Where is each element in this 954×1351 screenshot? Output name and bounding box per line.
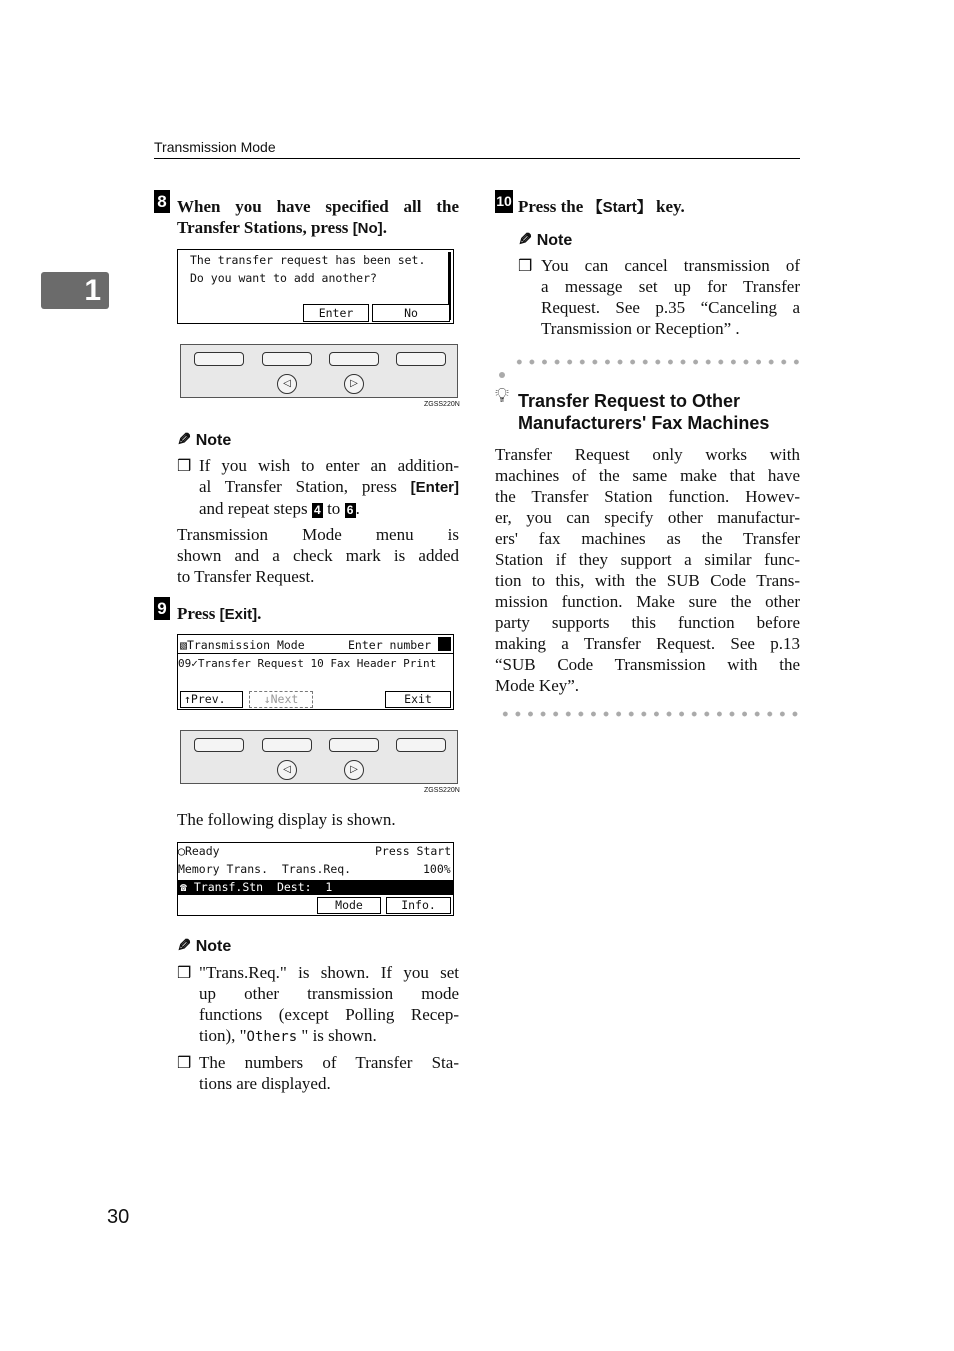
lcd2-title-text: Transmission Mode [186,638,305,652]
selection-key-3[interactable] [329,738,379,752]
tip-title [518,390,769,434]
step-9-title [177,603,261,625]
step-8-line2 [177,217,459,239]
lcd3-highlight-row [178,880,453,895]
selection-key-1[interactable] [194,352,244,366]
tip-line: Mode Key”. [495,676,580,695]
note-2-b1-line4 [199,1025,459,1048]
step-8-line1: When you have specified all the [177,197,459,216]
step-10-text: Press the [518,197,588,216]
note-2-b2-line2: tions are displayed. [199,1074,331,1093]
lcd2-menu-line: 09✓Transfer Request 10 Fax Header Print [178,657,437,670]
selection-key-3[interactable] [329,352,379,366]
note-2-label: Note [195,938,232,955]
step-9-end: . [257,604,262,623]
tip-line: making a Transfer Request. See p.13 [495,634,800,653]
note-1-line3-text: and repeat steps [199,499,312,518]
lcd3-transfer-line [180,880,332,894]
checkbox-bullet-icon: ❒ [177,965,192,982]
note-3-text [541,255,800,339]
checkbox-bullet-icon: ❒ [177,458,192,475]
exit-key-ref: [Exit] [219,606,258,623]
tip-title-line1: Transfer Request to Other [518,391,741,411]
step-10-end: key. [651,197,685,216]
tip-body [495,444,800,696]
tip-line: the Transfer Station function. Howev- [495,487,800,506]
control-panel-1 [180,344,458,398]
note-3-heading [518,230,572,250]
note-3-line4: Transmission or Reception” . [541,319,740,338]
lcd-next-button[interactable]: ↓Next [249,691,313,708]
note-2-bullet-2 [199,1052,459,1094]
step-9-text: Press [177,604,220,623]
note-2-b1-line4-text: tion), " [199,1026,247,1045]
selection-key-2[interactable] [262,738,312,752]
pencil-icon: ✎ [177,430,192,449]
start-key-ref: 【Start】 [587,199,652,216]
figure-code: ZGSS220N [424,787,460,794]
tip-line: ers' fax machines as the Transfer [495,529,800,548]
right-arrow-icon[interactable]: ▷ [344,374,364,394]
para-menu-shown [177,524,459,587]
lightbulb-icon: 💡︎ [495,385,509,407]
note-2-heading [177,936,231,956]
menu-icon: ▧ [180,638,187,652]
tip-line: “SUB Code Transmission with the [495,655,800,674]
tip-title-line2: Manufacturers' Fax Machines [518,413,770,433]
enter-key-ref: [Enter] [410,479,459,496]
lcd1-line2: Do you want to add another? [190,271,377,285]
lcd-info-button[interactable]: Info. [386,897,451,914]
lcd-screen-ready [177,842,454,916]
lcd-exit-button[interactable]: Exit [385,691,451,708]
running-header: Transmission Mode [154,139,276,155]
lcd2-enter-number: Enter number [348,638,432,652]
lcd-mode-button[interactable]: Mode [317,897,381,914]
step-8-line2-end: . [382,218,387,237]
lcd3-memory-percent: 100% [423,862,451,876]
lcd-enter-button[interactable]: Enter [303,304,369,322]
tip-corner-dot [499,372,505,378]
step-10-marker: 10 [495,190,513,213]
note-2-b2-line1: The numbers of Transfer Sta- [199,1053,459,1072]
pencil-icon: ✎ [518,230,533,249]
step-8-title [177,196,459,239]
note-2-b1-line2: up other transmission mode [199,984,459,1003]
tip-line: Station if they support a similar func- [495,550,800,569]
note-1-line1: If you wish to enter an addition- [199,456,459,475]
selection-key-4[interactable] [396,352,446,366]
note-3-label: Note [536,232,573,249]
note-2-b1-line4-end: " is shown. [297,1026,377,1045]
note-1-line3-end: . [355,499,360,518]
phone-icon: ☎ [180,880,187,894]
selection-key-1[interactable] [194,738,244,752]
tip-line: Transfer Request only works with [495,445,800,464]
lcd-no-button[interactable]: No [372,304,450,322]
note-1-line2-text: al Transfer Station, press [199,477,411,496]
note-2-b1-line3: functions (except Polling Recep- [199,1005,459,1024]
para-following-display: The following display is shown. [177,810,396,829]
tip-line: mission function. Make sure the other [495,592,800,611]
note-1-label: Note [195,432,232,449]
lcd3-press-start: Press Start [375,844,452,858]
tip-line: party supports this function before [495,613,800,632]
note-1-text [199,455,459,519]
right-arrow-icon[interactable]: ▷ [344,760,364,780]
tip-line: er, you can specify other manufactur- [495,508,800,527]
lcd2-title [180,638,305,652]
note-2-b1-line1: "Trans.Req." is shown. If you set [199,963,459,982]
note-3-line1: You can cancel transmission of [541,256,800,275]
note-1-line3-to: to [322,499,345,518]
note-3-line3: Request. See p.35 “Canceling a [541,298,800,317]
figure-code: ZGSS220N [424,401,460,408]
header-rule [154,158,800,159]
step-8-line2-text: Transfer Stations, press [177,218,353,237]
step-9-marker: 9 [154,597,170,620]
para-line3: to Transfer Request. [177,567,315,586]
selection-key-2[interactable] [262,352,312,366]
lcd3-ready-text: Ready [184,844,220,858]
tip-top-dotted-rule [513,359,800,365]
others-label: Others [246,1029,298,1045]
checkbox-bullet-icon: ❒ [518,258,533,275]
lcd3-transfer-text: Transf.Stn Dest: 1 [193,880,333,894]
page-number: 30 [107,1206,130,1228]
lcd2-divider [178,653,453,654]
step-8-marker: 8 [154,190,170,213]
chapter-tab: 1 [41,272,109,309]
selection-key-4[interactable] [396,738,446,752]
para-line2: shown and a check mark is added [177,546,459,565]
lcd1-line1: The transfer request has been set. [190,253,426,267]
tip-bottom-dotted-rule [499,711,800,717]
checkbox-bullet-icon: ❒ [177,1055,192,1072]
ready-icon: ◯ [178,844,185,858]
note-2-bullet-1 [199,962,459,1048]
pencil-icon: ✎ [177,936,192,955]
tip-line: machines of the same make that have [495,466,800,485]
lcd-prev-button[interactable]: ↑Prev. [180,691,243,708]
step-6-ref: 6 [345,503,356,518]
note-1-line2 [199,476,459,498]
step-4-ref: 4 [312,503,323,518]
note-1-heading [177,430,231,450]
tip-line: tion to this, with the SUB Code Trans- [495,571,800,590]
note-3-line2: a message set up for Transfer [541,277,800,296]
lcd3-memory-line: Memory Trans. Trans.Req. [178,862,352,876]
no-key-ref: [No] [352,220,383,237]
lcd3-ready [178,844,220,858]
left-arrow-icon[interactable]: ◁ [277,374,297,394]
control-panel-2 [180,730,458,784]
left-arrow-icon[interactable]: ◁ [277,760,297,780]
note-1-line3 [199,498,459,519]
step-10-title [518,196,685,218]
lcd-screen-transmission-mode [177,634,454,710]
lcd-cursor [438,637,451,651]
lcd-screen-transfer-set [177,249,454,324]
para-line1: Transmission Mode menu is [177,525,459,544]
